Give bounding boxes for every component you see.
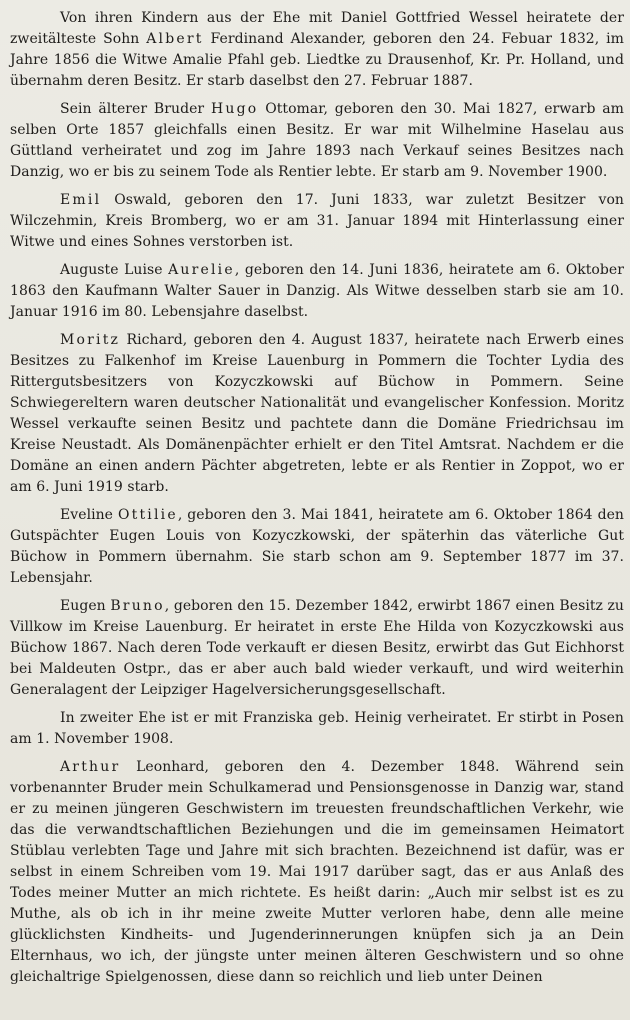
emphasized-name: Moritz — [60, 332, 121, 348]
text-run: Ferdinand Alexander, geboren den 24. Febuar 1832, im Jahre 1856 die Witwe Amalie Pfahl geb. Liedtke zu Drausenhof, Kr. Pr. Holland, und übernahm deren Besitz. Er starb daselbst den 27. Februar 1887. — [10, 31, 625, 89]
text-run: In zweiter Ehe ist er mit Franziska geb. Heinig verheiratet. Er stirbt in Posen am 1. November 1908. — [10, 710, 624, 747]
text-run: Leonhard, geboren den 4. Dezember 1848. Während sein vorbenannter Bruder mein Schulkamerad und Pensionsgenosse in Danzig war, stand er zu meinen jüngeren Geschwistern im treuesten freundschaftlichen Verkehr, wie das die verwandtschaftlichen Beziehungen und die im gemeinsamen Heimatort Stüblau verlebten Tage und Jahre mit sich brachten. Bezeichnend ist dafür, was er selbst in einem Schreiben vom 19. Mai 1917 darüber sagt, das er aus Anlaß des Todes meiner Mutter an mich richtete. Es heißt darin: „Auch mir selbst ist es zu Muthe, als ob ich in ihr meine zweite Mutter verloren habe, denn alle meine glücklichsten Kindheits- und Jugenderinnerungen knüpfen sich ja an Dein Elternhaus, wo ich, der jüngste unter meinen älteren Geschwistern und so ohne gleichaltrige Spielgenossen, diese dann so reichlich und lieb unter Deinen — [10, 759, 624, 985]
text-run: Eveline — [60, 507, 118, 523]
text-run: Richard, geboren den 4. August 1837, heiratete nach Erwerb eines Besitzes zu Falkenhof im Kreise Lauenburg in Pommern die Tochter Lydia des Rittergutsbesitzers von Kozyczkowski auf Büchow in Pommern. Seine Schwiegereltern waren deutscher Nationalität und evangelischer Konfession. Moritz Wessel verkaufte seinen Besitz und pachtete dann die Domäne Friedrichsau im Kreise Neustadt. Als Domänenpächter erhielt er den Titel Amtsrat. Nachdem er die Domäne an einen andern Pächter abgetreten, lebte er als Rentier in Zoppot, wo er am 6. Juni 1919 starb. — [10, 332, 624, 495]
text-run: , geboren den 3. Mai 1841, heiratete am 6. Oktober 1864 den Gutspächter Eugen Louis von Kozyczkowski, der späterhin das väterliche Gut Büchow in Pommern übernahm. Sie starb schon am 9. September 1877 im 37. Lebensjahr. — [10, 507, 624, 586]
paragraph-moritz — [10, 330, 624, 498]
paragraph-auguste — [10, 260, 624, 323]
paragraph-eugen-second-marriage — [10, 708, 624, 750]
text-run: Von ihren Kindern aus der Ehe mit Daniel Gottfried Wessel heiratete der zweitälteste Sohn — [10, 10, 624, 47]
emphasized-name: Aurelie — [168, 262, 235, 278]
text-run: Ottomar, geboren den 30. Mai 1827, erwarb am selben Orte 1857 gleichfalls einen Besitz. Er war mit Wilhelmine Haselau aus Güttland verheiratet und zog im Jahre 1893 nach Verkauf seines Besitzes nach Danzig, wo er bis zu seinem Tode als Rentier lebte. Er starb am 9. November 1900. — [10, 101, 625, 180]
paragraph-albert — [10, 8, 624, 92]
text-run: Eugen — [60, 598, 111, 614]
paragraph-eugen — [10, 596, 624, 701]
emphasized-name: Ottilie — [117, 507, 178, 523]
emphasized-name: Albert — [146, 31, 204, 47]
paragraph-emil — [10, 190, 624, 253]
text-run: , geboren den 14. Juni 1836, heiratete am 6. Oktober 1863 den Kaufmann Walter Sauer in Danzig. Als Witwe desselben starb sie am 10. Januar 1916 im 80. Lebensjahre daselbst. — [10, 262, 624, 320]
paragraph-arthur — [10, 757, 624, 988]
text-run: Auguste Luise — [60, 262, 169, 278]
emphasized-name: Emil — [60, 192, 102, 208]
paragraph-eveline — [10, 505, 624, 589]
text-run: Sein älterer Bruder — [60, 101, 211, 117]
paragraph-hugo — [10, 99, 624, 183]
text-run: , geboren den 15. Dezember 1842, erwirbt 1867 einen Besitz zu Villkow im Kreise Lauenburg. Er heiratet in erste Ehe Hilda von Kozyczkowski aus Büchow 1867. Nach deren Tode verkauft er diesen Besitz, erwirbt das Gut Eichhorst bei Maldeuten Ostpr., das er aber auch bald wieder verkauft, und wird weiterhin Generalagent der Leipziger Hagelversicherungsgesellschaft. — [10, 598, 624, 698]
emphasized-name: Arthur — [60, 759, 121, 775]
emphasized-name: Hugo — [210, 101, 259, 117]
text-run: Oswald, geboren den 17. Juni 1833, war zuletzt Besitzer von Wilczehmin, Kreis Bromberg, wo er am 31. Januar 1894 mit Hinterlassung einer Witwe und eines Sohnes verstorben ist. — [10, 192, 624, 250]
emphasized-name: Bruno — [110, 598, 165, 614]
